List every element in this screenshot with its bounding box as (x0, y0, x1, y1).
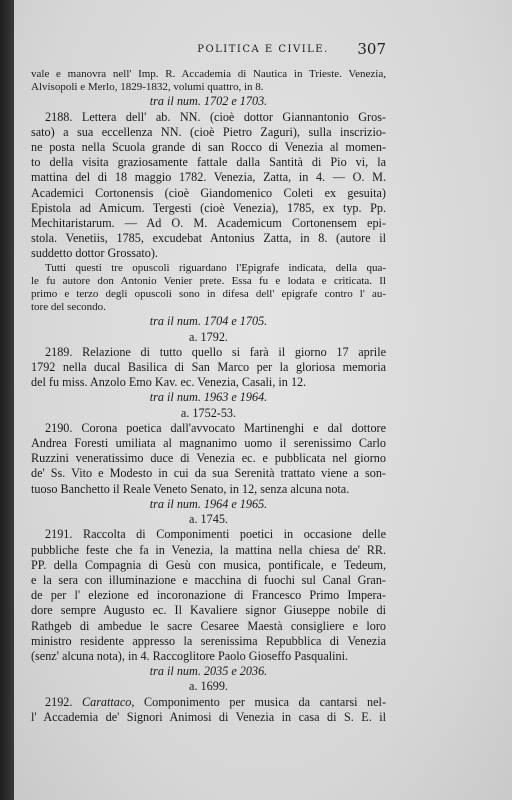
text-line: tuoso Banchetto il Reale Veneto Senato, in 12, senza alcuna nota. (31, 481, 350, 496)
italic-title: Carattaco (81, 694, 132, 709)
page-header (14, 40, 512, 60)
text-line: tore del secondo. (31, 301, 106, 314)
text-line: Alvisopoli e Merlo, 1829-1832, volumi quattro, in 8. (31, 81, 264, 94)
text-line: 2191. Raccolta di Componimenti poetici in occasione delle (45, 527, 386, 542)
text-line: Ruzzini veneratissimo duce di Venezia ec. e pubblicata nel giorno (31, 451, 386, 466)
cross-reference-line: tra il num. 1704 e 1705. (149, 314, 268, 329)
text-line: Epistola ad Amicum. Tergesti (cioè Venezia), 1785, ex typ. Pp. (31, 200, 386, 215)
text-line: Andrea Foresti umiliata al magnanimo uomo il serenissimo Carlo (31, 436, 386, 451)
book-page (14, 0, 512, 800)
text-line: e la sera con illuminazione e macchina di fuochi sul Canal Gran- (31, 572, 386, 587)
text-line: primo e terzo degli opuscoli sono in difesa dell' epigrafe contro l' au- (31, 288, 386, 301)
running-head: POLITICA E CIVILE. (197, 44, 329, 55)
text-line: stola. Venetiis, 1785, excudebat Antonius Zatta, in 8. (autore il (31, 231, 386, 246)
year-heading: a. 1752-53. (180, 405, 237, 420)
text-line: sato) a sua eccellenza NN. (cioè Pietro Zaguri), sulla inscrizio- (31, 124, 386, 139)
year-heading: a. 1792. (189, 329, 228, 344)
text-line: suddetto dottor Grossato). (31, 246, 158, 261)
text-line: 2192. Carattaco, Componimento per musica da cantarsi nel- (45, 694, 386, 709)
text-line: vale e manovra nell' Imp. R. Accademia di Nautica in Trieste. Venezia, (31, 68, 386, 80)
cross-reference-line: tra il num. 2035 e 2036. (149, 664, 268, 679)
text-line: mattina del di 18 maggio 1782. Venezia, Zatta, in 4. — O. M. (31, 170, 386, 185)
text-line: ministro residente appresso la serenissima Repubblica di Venezia (31, 633, 386, 648)
text-line: Rathgeb di ambedue le sacre Cesaree Maestà consigliere e loro (31, 618, 386, 633)
text-line: Academici Cortonensis (cioè Giandomenico Coleti ex gesuita) (31, 185, 386, 200)
text-line: 2189. Relazione di tutto quello si farà il giorno 17 aprile (45, 344, 386, 359)
cross-reference-line: tra il num. 1963 e 1964. (149, 390, 268, 405)
text-line: del fu miss. Anzolo Emo Kav. ec. Venezia, Casali, in 12. (31, 375, 307, 390)
text-line: dore sempre Augusto ec. Il Kavaliere signor Giuseppe nobile di (31, 603, 386, 618)
text-line: de per l' elezione ed incoronazione di Francesco Primo Impera- (31, 588, 386, 603)
text-line: le fu autore don Antonio Venier prete. Essa fu e lodata e criticata. Il (31, 274, 386, 287)
text-line: pubbliche feste che fa in Venezia, la mattina nella chiesa de' RR. (31, 542, 386, 557)
text-line: l' Accademia de' Signori Animosi di Venezia in casa di S. E. il (31, 709, 386, 724)
text-line: ne posta nella Scuola grande di san Rocco di Venezia al momen- (31, 140, 386, 155)
text-line: de' Ss. Vito e Modesto in cui da sua Serenità trattato viene a son- (31, 466, 386, 481)
text-line: 1792 nella ducal Basilica di San Marco per la gloriosa memoria (31, 360, 386, 375)
text-line: Mechitaristarum. — Ad O. M. Academicum Cortonensem epi- (31, 216, 386, 231)
text-line: Tutti questi tre opuscoli riguardano l'Epigrafe indicata, della qua- (45, 261, 386, 274)
catalogue-text-body (31, 68, 386, 725)
cross-reference-line: tra il num. 1702 e 1703. (149, 94, 268, 109)
text-line: 2188. Lettera dell' ab. NN. (cioè dottor Giannantonio Gros- (45, 109, 386, 124)
year-heading: a. 1745. (189, 512, 228, 527)
text-line: PP. della Compagnia di Gesù con musica, pontificale, e Tedeum, (31, 557, 386, 572)
cross-reference-line: tra il num. 1964 e 1965. (149, 496, 268, 511)
text-line: to della visita graziosamente fattale dalla Santità di Pio vi, la (31, 155, 386, 170)
year-heading: a. 1699. (189, 679, 228, 694)
book-gutter-shadow (0, 0, 14, 800)
text-line: 2190. Corona poetica dall'avvocato Martinenghi e dal dottore (45, 420, 386, 435)
page-number: 307 (357, 40, 386, 58)
text-line: (senz' alcuna nota), in 4. Raccoglitore Paolo Gioseffo Pasqualini. (31, 648, 349, 663)
